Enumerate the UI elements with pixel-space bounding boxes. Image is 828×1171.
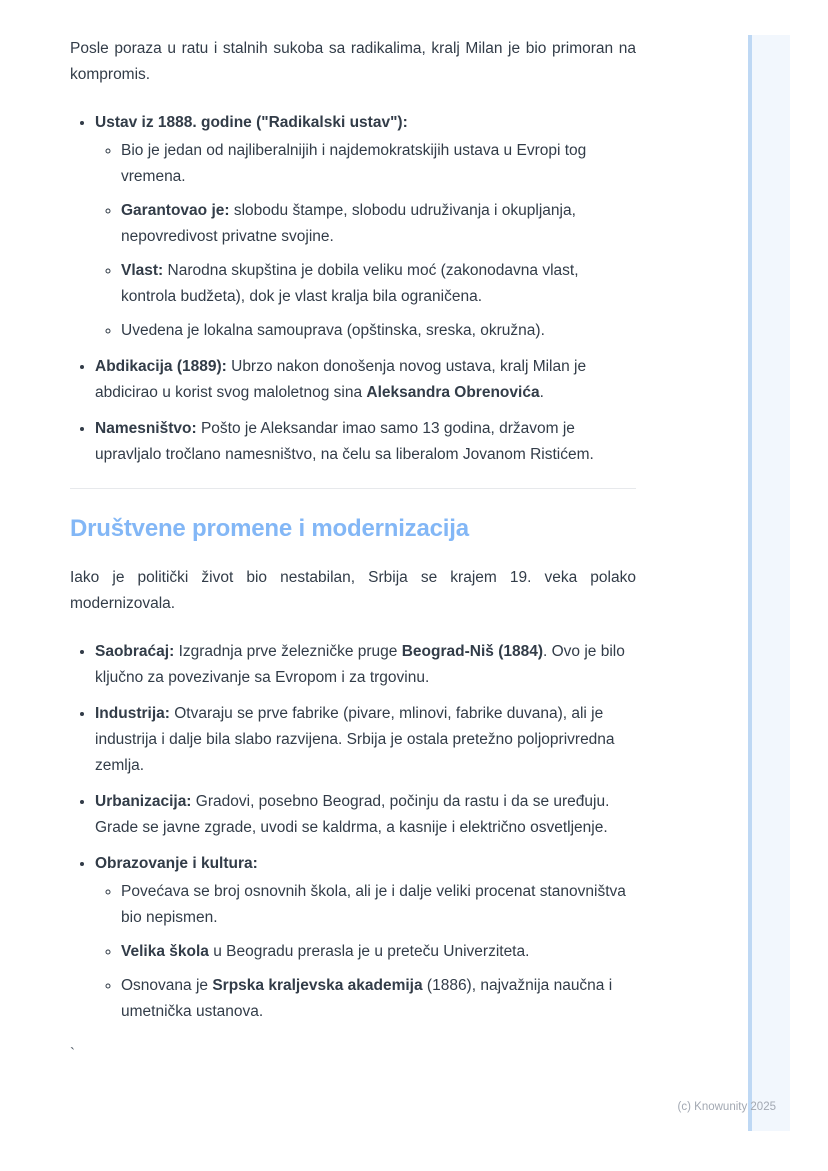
list-item-emphasis: Aleksandra Obrenovića — [366, 384, 540, 401]
list-item-urbanizacija — [95, 789, 636, 841]
list-item-text: (1886), najvažnija naučna i umetnička ustanova. — [121, 977, 613, 1020]
constitution-list — [70, 110, 636, 468]
list-item-lead: Industrija: — [95, 705, 170, 722]
list-item-text: Ubrzo nakon donošenja novog ustava, kralj Milan je abdicirao u korist svog maloletnog sina — [95, 358, 587, 401]
list-item-lead: Namesništvo: — [95, 420, 197, 437]
list-item-text: Povećava se broj osnovnih škola, ali je i dalje veliki procenat stanovništva bio nepismen. — [121, 883, 626, 926]
list-item-text: . — [539, 384, 544, 401]
list-item-text: Osnovana je — [121, 977, 213, 994]
list-item — [121, 939, 636, 965]
list-item-text: Pošto je Aleksandar imao samo 13 godina, državom je upravljalo tročlano namesništvo, na čelu sa liberalom Jovanom Ristićem. — [95, 420, 594, 463]
list-item-text: Narodna skupština je dobila veliku moć (zakonodavna vlast, kontrola budžeta), dok je vlast kralja bila ograničena. — [121, 262, 579, 305]
list-item-obrazovanje — [95, 851, 636, 1025]
list-item-abdikacija — [95, 354, 636, 406]
intro-paragraph: Posle poraza u ratu i stalnih sukoba sa radikalima, kralj Milan je bio primoran na kompromis. — [70, 40, 636, 83]
list-item-lead: Vlast: — [121, 262, 164, 279]
list-item-text: u Beogradu prerasla je u preteču Univerziteta. — [208, 943, 530, 960]
list-item-lead: Saobraćaj: — [95, 643, 175, 660]
list-item-title: Ustav iz 1888. godine ("Radikalski ustav"): — [95, 114, 408, 131]
list-item — [121, 973, 636, 1025]
document-content — [70, 36, 636, 1067]
list-item-ustav — [95, 110, 636, 344]
list-item-text: Gradovi, posebno Beograd, počinju da rastu i da se uređuju. Grade se javne zgrade, uvodi se kaldrma, a kasnije i električno osvetljenje. — [95, 793, 610, 836]
list-item-text: slobodu štampe, slobodu udruživanja i okupljanja, nepovredivost privatne svojine. — [121, 202, 576, 245]
list-item-text: Bio je jedan od najliberalnijih i najdemokratskijih ustava u Evropi tog vremena. — [121, 142, 587, 185]
footer-credit: (c) Knowunity 2025 — [677, 1101, 776, 1113]
list-item-industrija — [95, 701, 636, 779]
list-item-lead: Velika škola — [121, 943, 209, 960]
list-item-text: Uvedena je lokalna samouprava (opštinska, sreska, okružna). — [121, 322, 545, 339]
list-item-title: Obrazovanje i kultura: — [95, 855, 258, 872]
constitution-sublist — [95, 138, 636, 344]
list-item-text: Izgradnja prve železničke pruge — [174, 643, 402, 660]
list-item — [121, 198, 636, 250]
list-item-emphasis: Srpska kraljevska akademija — [212, 977, 423, 994]
list-item — [121, 258, 636, 310]
list-item — [121, 879, 636, 931]
education-sublist — [95, 879, 636, 1025]
modernization-list — [70, 639, 636, 1025]
list-item-lead: Urbanizacija: — [95, 793, 192, 810]
list-item-lead: Garantovao je: — [121, 202, 230, 219]
section-heading: Društvene promene i modernizacija — [70, 515, 469, 542]
list-item-namesnistvo — [95, 416, 636, 468]
list-item-emphasis: Beograd-Niš (1884) — [401, 643, 543, 660]
scrollbar[interactable] — [748, 35, 790, 1131]
list-item-text: . Ovo je bilo ključno za povezivanje sa Evropom i za trgovinu. — [95, 643, 625, 686]
stray-character: ` — [70, 1045, 75, 1062]
list-item — [121, 138, 636, 190]
section-divider — [70, 488, 636, 489]
section-intro-paragraph: Iako je politički život bio nestabilan, Srbija se krajem 19. veka polako modernizovala. — [70, 569, 636, 612]
list-item-lead: Abdikacija (1889): — [95, 358, 227, 375]
list-item-text: Otvaraju se prve fabrike (pivare, mlinovi, fabrike duvana), ali je industrija i dalje bila slabo razvijena. Srbija je ostala pretežno poljoprivredna zemlja. — [95, 705, 615, 774]
list-item — [121, 318, 636, 344]
list-item-saobracaj — [95, 639, 636, 691]
